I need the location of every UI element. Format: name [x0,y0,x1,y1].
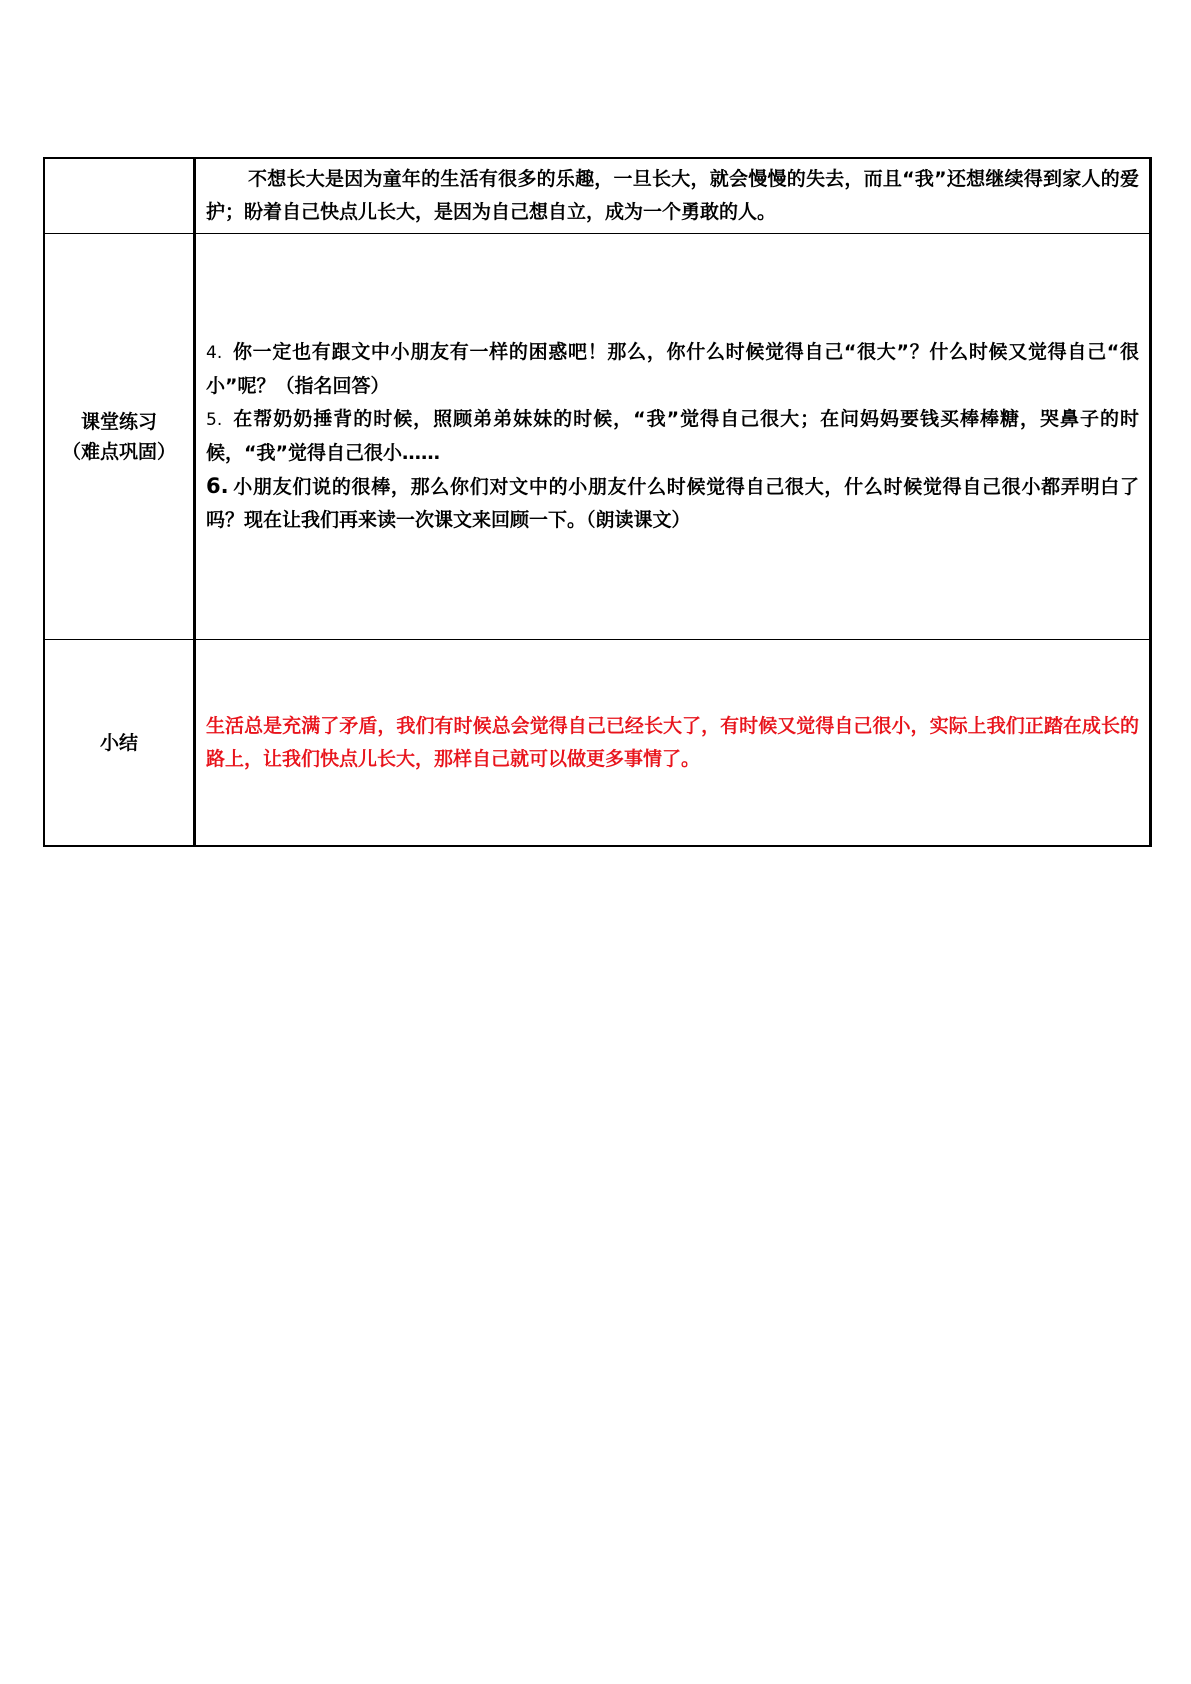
label-line-1: 课堂练习 [80,410,157,433]
practice-item-6 [206,470,1139,537]
table-row [44,234,1151,640]
practice-item-5 [206,403,1139,470]
summary-text: 生活总是充满了矛盾，我们有时候总会觉得自己已经长大了，有时候又觉得自己很小，实际上我们正踏在成长的路上，让我们快点儿长大，那样自己就可以做更多事情了。 [206,714,1139,770]
practice-cell [195,234,1151,640]
item-text: 你一定也有跟文中小朋友有一样的困惑吧！那么，你什么时候觉得自己“很大”？什么时候又觉得自己“很小”呢？（指名回答） [206,341,1139,397]
table-row [44,158,1151,234]
row-label-empty [44,158,195,234]
item-number: 5. [206,410,223,430]
continuation-cell [195,158,1151,234]
row-label-classroom-practice [44,234,195,640]
continuation-text: 不想长大是因为童年的生活有很多的乐趣，一旦长大，就会慢慢的失去，而且“我”还想继续得到家人的爱护；盼着自己快点儿长大，是因为自己想自立，成为一个勇敢的人。 [206,168,1139,223]
item-text: 在帮奶奶捶背的时候，照顾弟弟妹妹的时候，“我”觉得自己很大；在问妈妈要钱买棒棒糖，哭鼻子的时候，“我”觉得自己很小…… [206,408,1139,464]
lesson-plan-table [43,157,1152,847]
practice-item-4 [206,336,1139,403]
label-line-2: （难点巩固） [61,440,176,463]
row-label-summary: 小结 [44,640,195,847]
item-number: 4. [206,343,223,363]
table-row [44,640,1151,847]
summary-cell [195,640,1151,847]
item-number: 6. [206,474,229,498]
item-text: 小朋友们说的很棒，那么你们对文中的小朋友什么时候觉得自己很大，什么时候觉得自己很小都弄明白了吗？现在让我们再来读一次课文来回顾一下。（朗读课文） [206,476,1139,531]
